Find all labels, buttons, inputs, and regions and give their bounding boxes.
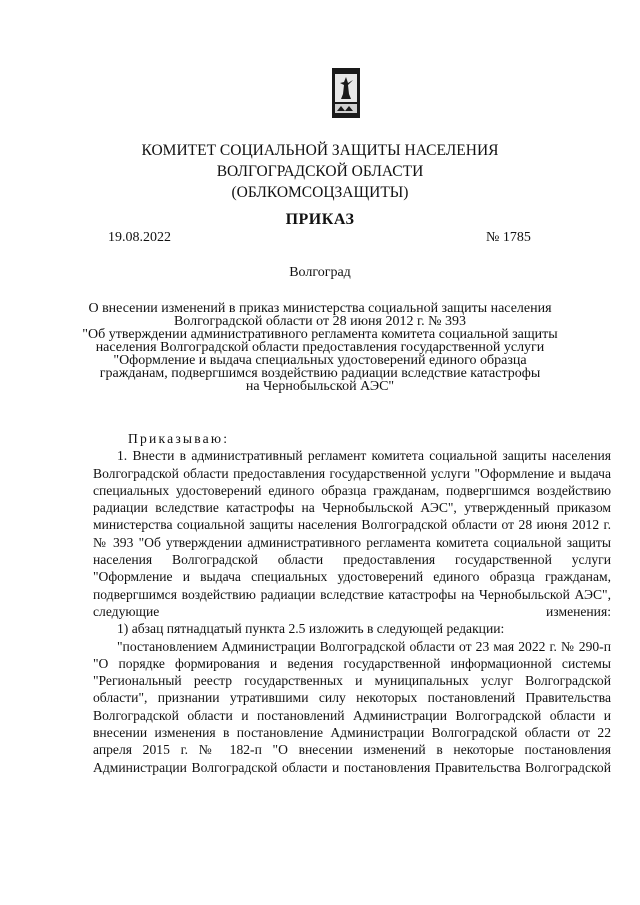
paragraph-1: 1. Внести в административный регламент комитета социальной защиты населения Волгоградской области предоставления государственной услуги "Оформление и выдача специальных удостоверений единого образца гражданам, подвергшимся воздействию радиации вследствие катастрофы на Чернобыльской АЭС", утвержденный приказом министерства социальной защиты населения Волгоградской области от 28 июня 2012 г. № 393 "Об утверждении административного регламента комитета социальной защиты населения Волгоградской области предоставления государственной услуги "Оформление и выдача специальных удостоверений единого образца гражданам, подвергшимся воздействию радиации вследствие катастрофы на Чернобыльской АЭС", следующие изменения: — [93, 448, 611, 619]
order-word: Приказываю: — [128, 431, 230, 446]
org-line: КОМИТЕТ СОЦИАЛЬНОЙ ЗАЩИТЫ НАСЕЛЕНИЯ — [141, 142, 499, 159]
document-type: ПРИКАЗ — [285, 211, 355, 228]
document-city: Волгоград — [289, 265, 351, 280]
document-date: 19.08.2022 — [108, 230, 171, 245]
document-body — [93, 430, 611, 776]
paragraph-3: "постановлением Администрации Волгоградской области от 23 мая 2022 г. № 290-п "О порядке формирования и ведения государственной информационной системы "Региональный реестр государственных и муниципальных услуг Волгоградской области", признании утратившими силу некоторых постановлений Правительства Волгоградской области и постановлений Администрации Волгоградской области и внесении изменения в постановление Администрации Волгоградской области от 22 апреля 2015 г. № 182-п "О внесении изменений в некоторые постановления Администрации Волгоградской области и постановления Правительства Волгоградской — [93, 638, 611, 775]
subject-line: Волгоградской области от 28 июня 2012 г. № 393 — [173, 314, 467, 329]
org-line: (ОБЛКОМСОЦЗАЩИТЫ) — [231, 184, 409, 201]
document-subject — [0, 302, 640, 393]
document-number: № 1785 — [486, 230, 531, 245]
volgograd-coat-of-arms-icon — [332, 68, 360, 118]
subject-line: "Оформление и выдача специальных удостоверений единого образца — [113, 353, 527, 368]
organization-name — [0, 140, 640, 203]
org-line: ВОЛГОГРАДСКОЙ ОБЛАСТИ — [216, 163, 424, 180]
paragraph-2: 1) абзац пятнадцатый пункта 2.5 изложить в следующей редакции: — [117, 621, 505, 637]
subject-line: на Чернобыльской АЭС" — [245, 379, 395, 394]
subject-line: населения Волгоградской области предоставления государственной услуги — [95, 340, 545, 355]
subject-line: "Об утверждении административного регламента комитета социальной защиты — [82, 327, 558, 342]
subject-line: гражданам, подвергшимся воздействию радиации вследствие катастрофы — [99, 366, 541, 381]
subject-line: О внесении изменений в приказ министерства социальной защиты населения — [88, 301, 552, 316]
